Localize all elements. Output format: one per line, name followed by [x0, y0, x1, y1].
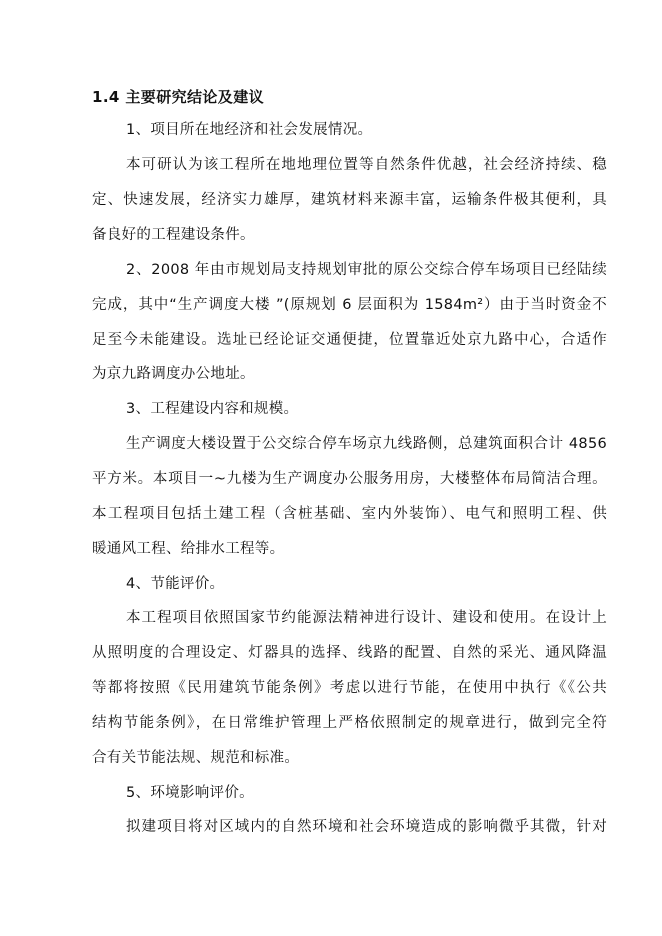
paragraph-line: 从照明度的合理设定、灯器具的选择、线路的配置、自然的采光、通风降温: [92, 645, 607, 661]
paragraph-line: 本可研认为该工程所在地地理位置等自然条件优越，社会经济持续、稳: [126, 157, 607, 173]
paragraph-line: 2、2008 年由市规划局支持规划审批的原公交综合停车场项目已经陆续: [126, 262, 607, 278]
paragraph-line: 备良好的工程建设条件。: [92, 227, 255, 243]
paragraph-line: 为京九路调度办公地址。: [92, 366, 255, 382]
paragraph-line: 等都将按照《民用建筑节能条例》考虑以进行节能，在使用中执行《《公共: [92, 680, 607, 696]
paragraph-line: 生产调度大楼设置于公交综合停车场京九线路侧，总建筑面积合计 4856: [126, 436, 607, 452]
paragraph-line: 拟建项目将对区域内的自然环境和社会环境造成的影响微乎其微，针对: [126, 819, 607, 835]
paragraph-line: 合有关节能法规、规范和标准。: [92, 750, 300, 766]
paragraph-line: 暖通风工程、给排水工程等。: [92, 541, 285, 557]
paragraph-line: 本工程项目依照国家节约能源法精神进行设计、建设和使用。在设计上: [126, 610, 607, 626]
section-heading: 1.4 主要研究结论及建议: [92, 88, 264, 106]
item-4-title: 4、节能评价。: [126, 576, 225, 592]
item-1-title: 1、项目所在地经济和社会发展情况。: [126, 122, 373, 138]
paragraph-line: 足至今未能建设。选址已经论证交通便捷，位置靠近处京九路中心，合适作: [92, 332, 607, 348]
item-5-title: 5、环境影响评价。: [126, 785, 254, 801]
paragraph-line: 定、快速发展，经济实力雄厚，建筑材料来源丰富，运输条件极其便利，具: [92, 192, 607, 208]
paragraph-line: 平方米。本项目一~九楼为生产调度办公服务用房，大楼整体布局简洁合理。: [92, 471, 607, 487]
paragraph-line: 完成，其中“生产调度大楼 ”(原规划 6 层面积为 1584m²）由于当时资金不: [92, 297, 607, 313]
paragraph-line: 本工程项目包括土建工程（含桩基础、室内外装饰）、电气和照明工程、供: [92, 506, 607, 522]
item-3-title: 3、工程建设内容和规模。: [126, 401, 299, 417]
paragraph-line: 结构节能条例》，在日常维护管理上严格依照制定的规章进行，做到完全符: [92, 715, 607, 731]
